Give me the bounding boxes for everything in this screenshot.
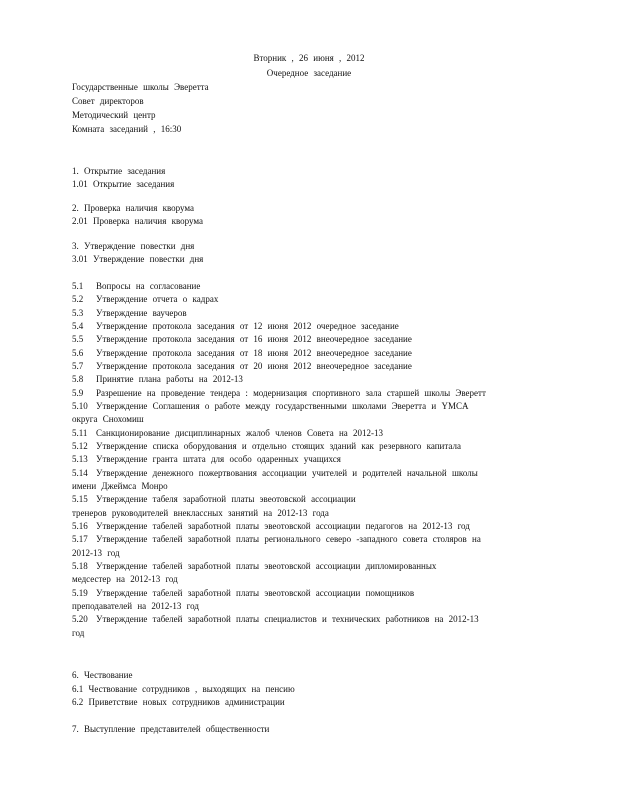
agenda-item-line (72, 401, 469, 412)
agenda-item-line (72, 428, 383, 439)
agenda-item-text: Утверждение списка оборудования и отдельно стоящих зданий как резервного капитала (96, 441, 461, 451)
agenda-item-number: 5.2 (72, 294, 84, 304)
agenda-item-line (72, 441, 461, 452)
agenda-item-text: Разрешение на проведение тендера : модернизация спортивного зала старшей школы Эверетт (96, 388, 486, 398)
agenda-item-line (72, 508, 329, 519)
agenda-item-text: Утверждение протокола заседания от 18 июня 2012 внеочередное заседание (96, 348, 412, 358)
agenda-item-text: Утверждение табелей заработной платы специалистов и технических работников на 2012-13 (96, 614, 479, 624)
section-6-title: 6. Чествование (72, 670, 133, 680)
agenda-item-line (72, 548, 120, 559)
agenda-item-text: имени Джеймса Монро (72, 481, 168, 491)
date-line: Вторник , 26 июня , 2012 (253, 53, 365, 63)
agenda-item-number: 5.16 (72, 521, 88, 531)
agenda-item-text: Утверждение табелей заработной платы эвеотовской ассоциации педагогов на 2012-13 год (96, 521, 470, 531)
agenda-item-line (72, 468, 478, 479)
agenda-item-text: Санкционирование дисциплинарных жалоб членов Совета на 2012-13 (96, 428, 384, 438)
agenda-item-number: 5.18 (72, 561, 88, 571)
agenda-item-number: 5.7 (72, 361, 84, 371)
agenda-item-line (72, 574, 178, 585)
agenda-item-line (72, 481, 168, 492)
section-6-item-1: 6.1 Чествование сотрудников , выходящих на пенсию (72, 684, 295, 694)
agenda-item-text: Утверждение протокола заседания от 12 июня 2012 очередное заседание (96, 321, 399, 331)
agenda-item-text: год (72, 628, 85, 638)
agenda-item-text: Утверждение Соглашения о работе между государственными школами Эверетта и YMCA (96, 401, 469, 411)
agenda-item-text: Утверждение ваучеров (96, 308, 187, 318)
agenda-item-number: 5.14 (72, 468, 88, 478)
agenda-item-number: 5.17 (72, 534, 88, 544)
agenda-item-number: 5.5 (72, 334, 84, 344)
agenda-item-line (72, 294, 218, 305)
agenda-item-line (72, 614, 479, 625)
agenda-item-number: 5.8 (72, 374, 84, 384)
agenda-item-text: медсестер на 2012-13 год (72, 574, 178, 584)
agenda-item-line (72, 321, 399, 332)
agenda-item-number: 5.15 (72, 494, 88, 504)
agenda-item-number: 5.3 (72, 308, 84, 318)
org-board: Совет директоров (72, 96, 144, 106)
agenda-item-text: Вопросы на согласование (96, 281, 201, 291)
agenda-item-line (72, 494, 356, 505)
section-2-item: 2.01 Проверка наличия кворума (72, 216, 204, 226)
org-center: Методический центр (72, 110, 156, 120)
agenda-item-line (72, 561, 436, 572)
agenda-item-line (72, 348, 412, 359)
section-6-item-2: 6.2 Приветствие новых сотрудников администрации (72, 697, 285, 707)
agenda-item-number: 5.12 (72, 441, 88, 451)
agenda-item-line (72, 521, 470, 532)
section-3-item: 3.01 Утверждение повестки дня (72, 254, 204, 264)
agenda-item-number: 5.4 (72, 321, 84, 331)
agenda-item-line (72, 388, 486, 399)
agenda-item-text: округа Снохомиш (72, 414, 144, 424)
agenda-item-line (72, 308, 187, 319)
agenda-item-line (72, 361, 412, 372)
agenda-item-text: Утверждение табелей заработной платы эвеотовской ассоциации помощников (96, 588, 415, 598)
agenda-item-number: 5.1 (72, 281, 84, 291)
section-1-title: 1. Открытие заседания (72, 166, 166, 176)
agenda-item-text: Утверждение табелей заработной платы регионального северо -западного совета столяров на (96, 534, 481, 544)
agenda-item-number: 5.19 (72, 588, 88, 598)
org-room-time: Комната заседаний , 16:30 (72, 124, 182, 134)
agenda-item-line (72, 334, 412, 345)
agenda-item-line (72, 588, 414, 599)
agenda-item-text: преподавателей на 2012-13 год (72, 601, 199, 611)
agenda-item-text: Принятие плана работы на 2012-13 (96, 374, 243, 384)
agenda-item-line (72, 374, 243, 385)
agenda-item-text: Утверждение гранта штата для особо одаренных учащихся (96, 454, 341, 464)
meeting-type: Очередное заседание (266, 68, 352, 78)
agenda-item-text: Утверждение табелей заработной платы эвеотовской ассоциации дипломированных (96, 561, 437, 571)
agenda-item-line (72, 601, 199, 612)
org-name: Государственные школы Эверетта (72, 82, 209, 92)
agenda-item-line (72, 628, 84, 639)
agenda-item-line (72, 281, 200, 292)
agenda-item-number: 5.13 (72, 454, 88, 464)
agenda-item-text: Утверждение табеля заработной платы эвеотовской ассоциации (96, 494, 356, 504)
section-1-item: 1.01 Открытие заседания (72, 179, 175, 189)
section-7-title: 7. Выступление представителей общественности (72, 724, 270, 734)
agenda-item-text: Утверждение отчета о кадрах (96, 294, 219, 304)
section-3-title: 3. Утверждение повестки дня (72, 241, 195, 251)
agenda-item-line (72, 414, 144, 425)
agenda-item-number: 5.11 (72, 428, 88, 438)
agenda-item-line (72, 534, 481, 545)
section-2-title: 2. Проверка наличия кворума (72, 203, 195, 213)
agenda-item-text: Утверждение протокола заседания от 20 июня 2012 внеочередное заседание (96, 361, 412, 371)
agenda-item-line (72, 454, 341, 465)
agenda-item-number: 5.6 (72, 348, 84, 358)
agenda-item-number: 5.10 (72, 401, 88, 411)
agenda-item-text: Утверждение протокола заседания от 16 июня 2012 внеочередное заседание (96, 334, 412, 344)
agenda-item-number: 5.20 (72, 614, 88, 624)
agenda-item-text: Утверждение денежного пожертвования ассоциации учителей и родителей начальной школы (96, 468, 478, 478)
agenda-item-text: тренеров руководителей внеклассных занятий на 2012-13 года (72, 508, 329, 518)
agenda-item-text: 2012-13 год (72, 548, 120, 558)
agenda-item-number: 5.9 (72, 388, 84, 398)
